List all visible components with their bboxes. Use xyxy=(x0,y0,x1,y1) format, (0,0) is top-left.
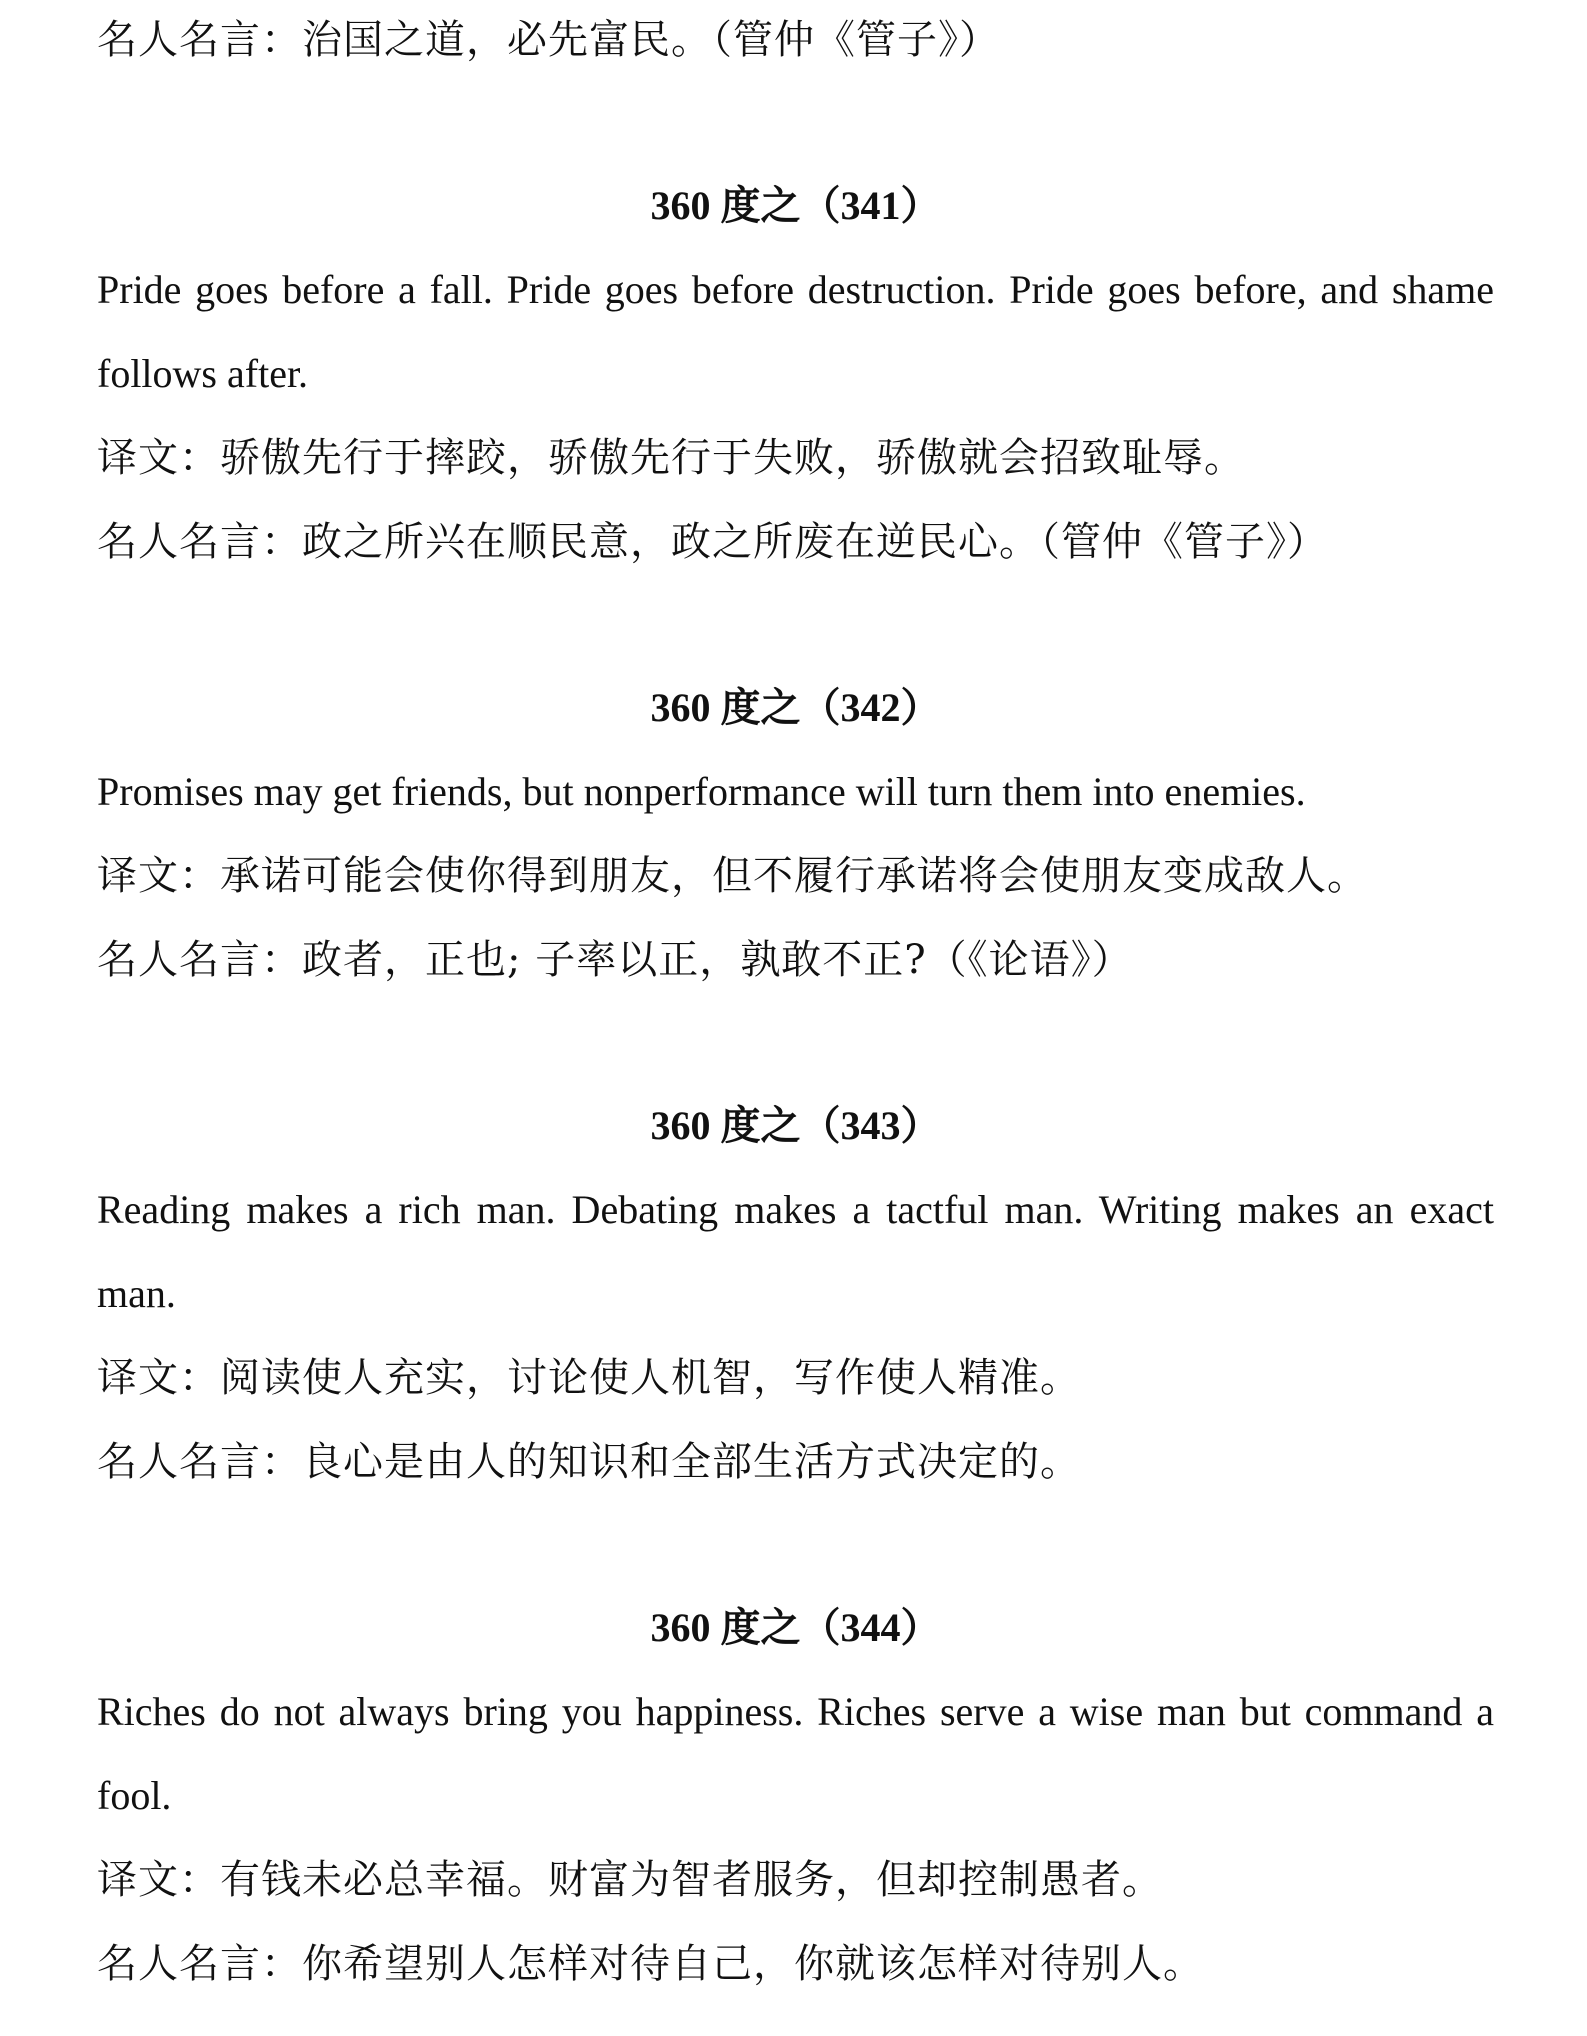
entry-343 xyxy=(97,1084,1494,1504)
top-quote: 名人名言：治国之道，必先富民。（管仲《管子》） xyxy=(97,17,1000,63)
english-proverb: Riches do not always bring you happiness. Riches serve a wise man but command a fool. xyxy=(97,1689,1494,1818)
entry-342 xyxy=(97,666,1494,1002)
english-proverb: Promises may get friends, but nonperformance will turn them into enemies. xyxy=(97,769,1306,814)
english-proverb: Reading makes a rich man. Debating makes a tactful man. Writing makes an exact man. xyxy=(97,1187,1494,1316)
famous-quote: 名人名言：你希望别人怎样对待自己，你就该怎样对待别人。 xyxy=(97,1941,1204,1987)
entry-heading: 360 度之（343） xyxy=(650,1103,941,1148)
english-proverb: Pride goes before a fall. Pride goes before destruction. Pride goes before, and shame follows after. xyxy=(97,267,1494,396)
chinese-translation: 译文：阅读使人充实，讨论使人机智，写作使人精准。 xyxy=(97,1355,1081,1401)
entry-341 xyxy=(97,164,1494,584)
entry-heading: 360 度之（342） xyxy=(650,685,941,730)
famous-quote: 名人名言：良心是由人的知识和全部生活方式决定的。 xyxy=(97,1439,1081,1485)
entry-344 xyxy=(97,1586,1494,2006)
chinese-translation: 译文：有钱未必总幸福。财富为智者服务，但却控制愚者。 xyxy=(97,1857,1163,1903)
chinese-translation: 译文：承诺可能会使你得到朋友，但不履行承诺将会使朋友变成敌人。 xyxy=(97,853,1368,899)
entry-heading: 360 度之（344） xyxy=(650,1605,941,1650)
entry-heading: 360 度之（341） xyxy=(650,183,941,228)
document-page xyxy=(97,0,1494,2006)
chinese-translation: 译文：骄傲先行于摔跤，骄傲先行于失败，骄傲就会招致耻辱。 xyxy=(97,435,1245,481)
famous-quote: 名人名言：政之所兴在顺民意，政之所废在逆民心。（管仲《管子》） xyxy=(97,519,1328,565)
famous-quote: 名人名言：政者，正也; 子率以正，孰敢不正?（《论语》） xyxy=(97,937,1133,983)
